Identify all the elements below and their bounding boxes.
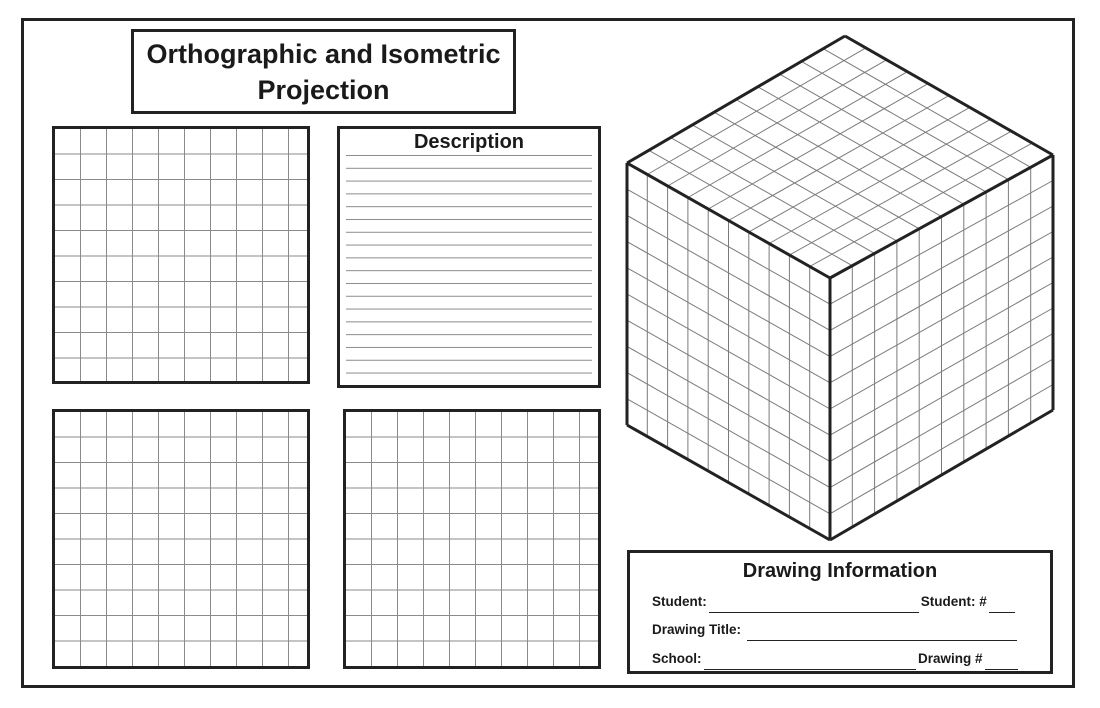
title-box (131, 29, 516, 114)
drawing-number-field[interactable] (985, 653, 1018, 670)
iso-grid-line (789, 131, 1011, 255)
isometric-cube-grid[interactable] (620, 30, 1060, 545)
student-label: Student: (652, 594, 707, 609)
orthographic-grid-bottom-middle[interactable] (343, 409, 601, 669)
drawing-information-box (627, 550, 1053, 674)
description-box[interactable] (337, 126, 601, 388)
description-heading: Description (413, 131, 525, 153)
student-number-field[interactable] (989, 596, 1015, 613)
drawing-title-field[interactable] (747, 624, 1017, 641)
page-title-line-2: Projection (257, 74, 390, 105)
isometric-cube-svg[interactable] (620, 30, 1060, 545)
drawing-title-label: Drawing Title: (652, 622, 742, 637)
drawing-number-label: Drawing # (918, 651, 983, 666)
school-row (652, 648, 1020, 670)
student-row (652, 591, 1020, 613)
orthographic-grid-bottom-left[interactable] (52, 409, 310, 669)
iso-grid-line (810, 143, 1032, 266)
orthographic-grid-top-left[interactable] (52, 126, 310, 384)
student-name-field[interactable] (709, 596, 919, 613)
school-label: School: (652, 651, 702, 666)
drawing-information-heading: Drawing Information (742, 560, 938, 582)
drawing-title-row (652, 619, 1020, 641)
student-number-label: Student: # (920, 594, 987, 609)
iso-grid-line (769, 119, 991, 243)
iso-grid-line (627, 36, 845, 163)
page-title-line-1: Orthographic and Isometric (146, 38, 501, 69)
school-field[interactable] (704, 653, 917, 670)
description-ruled-lines[interactable] (346, 155, 592, 381)
